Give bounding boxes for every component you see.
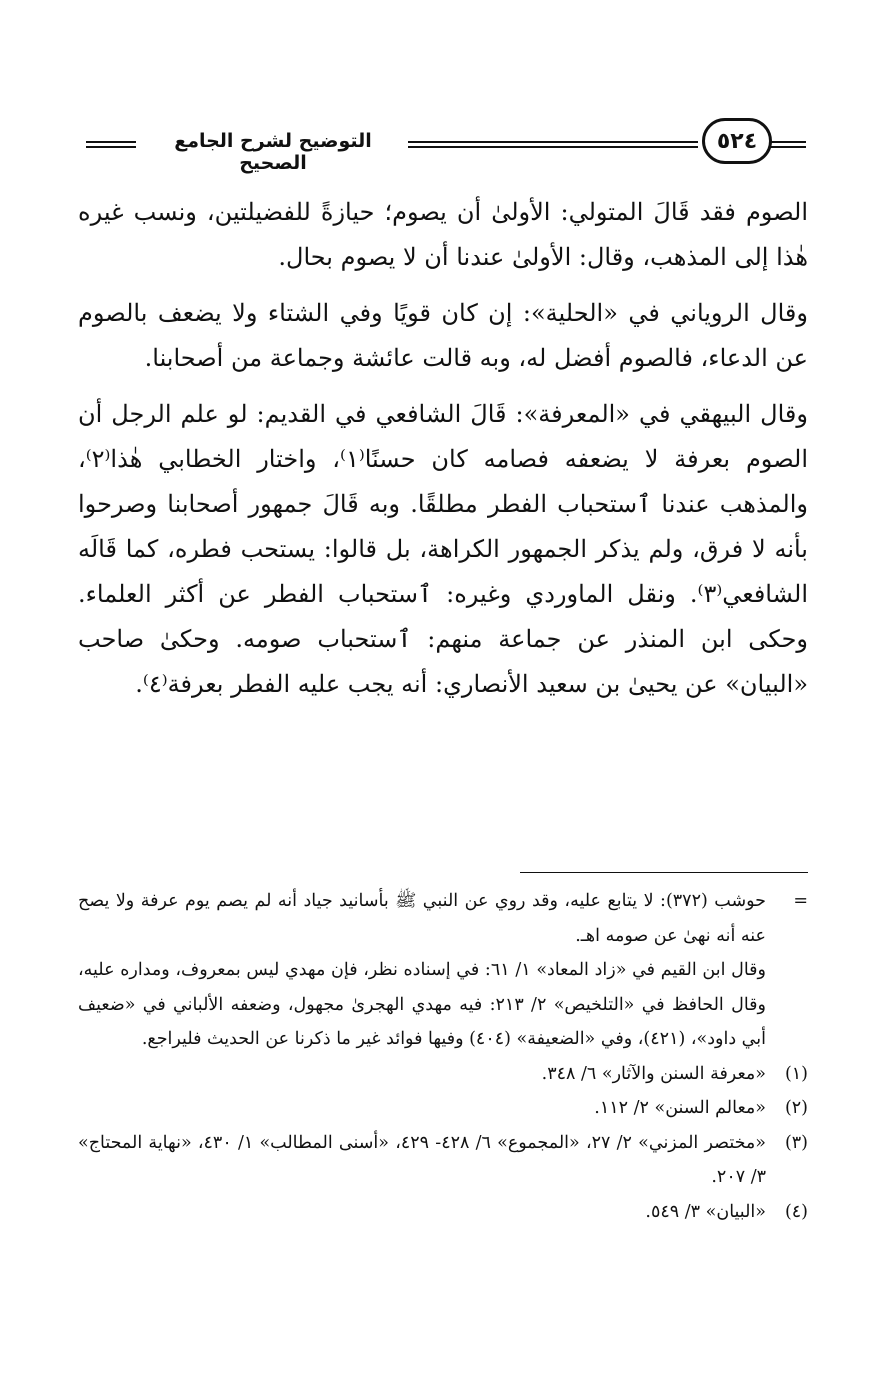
footnote-text: «البيان» ٣/ ٥٤٩. <box>645 1201 766 1222</box>
footnote-item <box>78 1195 808 1230</box>
footnote-text: «مختصر المزني» ٢/ ٢٧، «المجموع» ٦/ ٤٢٨- ٤٢٩، «أسنى المطالب» ١/ ٤٣٠، «نهاية المحتاج» ٣/ ٢٠٧. <box>78 1132 766 1187</box>
footnote-item <box>78 1057 808 1092</box>
header-rule-middle <box>408 141 698 148</box>
running-title: التوضيح لشرح الجامع الصحيح <box>174 130 372 174</box>
paragraph: وقال البيهقي في «المعرفة»: قَالَ الشافعي في القديم: لو علم الرجل أن الصوم بعرفة لا يضعفه فصامه كان حسنًا⁽١⁾، واختار الخطابي هٰذا⁽٢⁾، والمذهب عندنا ٱستحباب الفطر مطلقًا. وبه قَالَ جمهور أصحابنا وصرحوا بأنه لا فرق، ولم يذكر الجمهور الكراهة، بل قالوا: يستحب فطره، كما قَالَه الشافعي⁽٣⁾. ونقل الماوردي وغيره: ٱستحباب الفطر عن أكثر العلماء. وحكى ابن المنذر عن جماعة منهم: ٱستحباب صومه. وحكىٰ صاحب «البيان» عن يحيىٰ بن سعيد الأنصاري: أنه يجب عليه الفطر بعرفة⁽٤⁾. <box>78 400 808 698</box>
header-rule-left <box>86 141 136 148</box>
footnote-item <box>78 1126 808 1195</box>
footnote-number: (١) <box>784 1063 808 1084</box>
main-text <box>78 190 808 718</box>
paragraph: الصوم فقد قَالَ المتولي: الأولىٰ أن يصوم؛ حيازةً للفضيلتين، ونسب غيره هٰذا إلى المذهب، وقال: الأولىٰ عندنا أن لا يصوم بحال. <box>78 198 808 271</box>
page-header <box>78 118 808 178</box>
footnote-item <box>78 1091 808 1126</box>
footnote-number: (٣) <box>784 1132 808 1153</box>
footnote-number: (٢) <box>784 1098 808 1118</box>
paragraph: وقال الروياني في «الحلية»: إن كان قويًا وفي الشتاء ولا يضعف بالصوم عن الدعاء، فالصوم أفضل له، وبه قالت عائشة وجماعة من أصحابنا. <box>78 299 808 372</box>
footnotes <box>78 884 808 1229</box>
footnote-continuation <box>78 884 808 1057</box>
page-number: ٥٢٤ <box>702 118 772 164</box>
footnote-text: «معرفة السنن والآثار» ٦/ ٣٤٨. <box>541 1063 766 1084</box>
footnote-continuation-text: وقال ابن القيم في «زاد المعاد» ١/ ٦١: في إسناده نظر، فإن مهدي ليس بمعروف، ومداره عليه، وقال الحافظ في «التلخيص» ٢/ ٢١٣: فيه مهدي الهجرىٰ مجهول، وضعفه الألباني في «ضعيف أبي داود»، (٤٢١)، وفي «الضعيفة» (٤٠٤) وفيها فوائد غير ما ذكرنا عن الحديث فليراجع. <box>78 960 767 1049</box>
continuation-mark: = <box>793 891 808 911</box>
footnote-separator <box>520 872 808 873</box>
footnote-continuation-text: حوشب (٣٧٢): لا يتابع عليه، وقد روي عن النبي ﷺ بأسانيد جياد أنه لم يصم يوم عرفة ولا يصح عنه أنه نهىٰ عن صومه اهـ. <box>78 891 766 946</box>
footnote-number: (٤) <box>784 1201 808 1222</box>
header-rule-right <box>770 141 806 148</box>
footnote-text: «معالم السنن» ٢/ ١١٢. <box>594 1098 766 1118</box>
